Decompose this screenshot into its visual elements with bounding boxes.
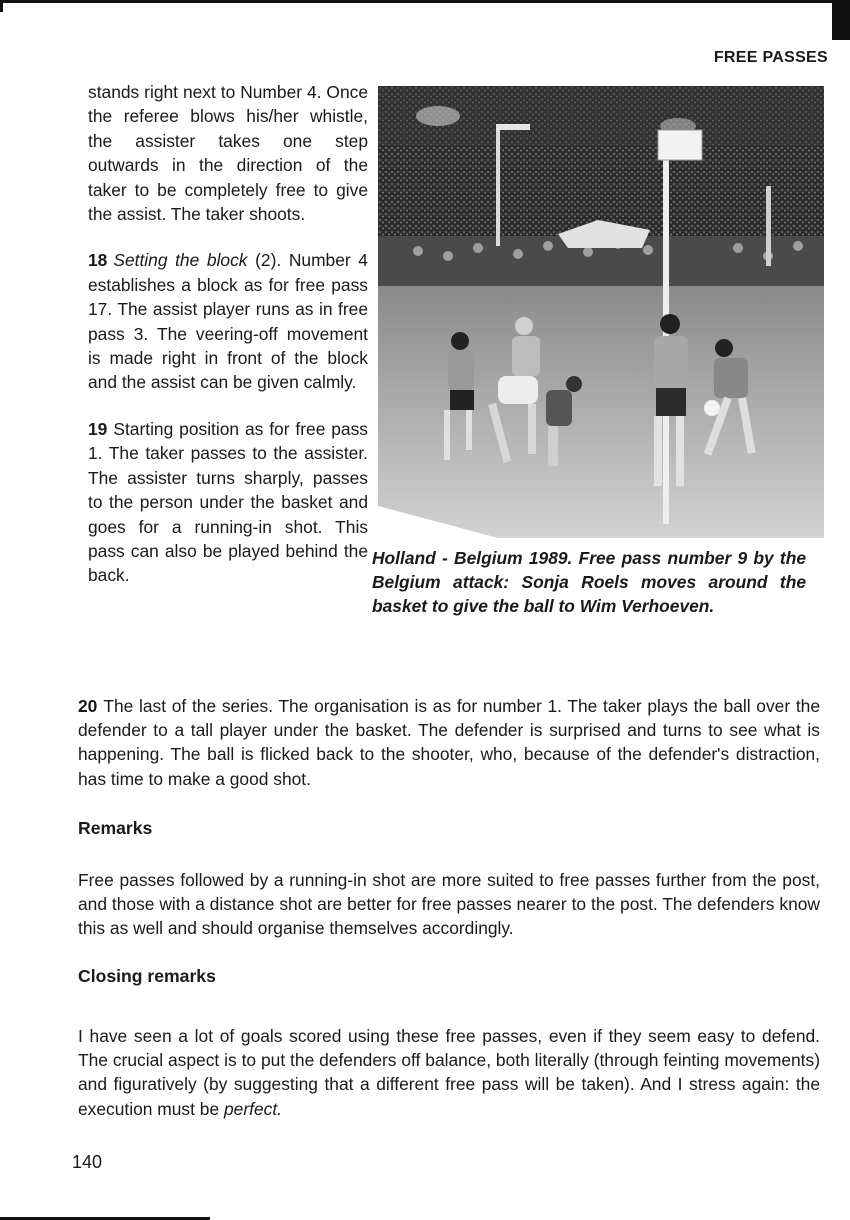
- item-20-number: 20: [78, 696, 98, 716]
- item-20: [78, 694, 820, 791]
- item-19: [88, 417, 368, 588]
- remarks-text: [78, 868, 820, 941]
- page-edge-top: [0, 0, 850, 3]
- ball: [704, 400, 720, 416]
- page-edge-right: [832, 0, 850, 40]
- closing-remarks-text: [78, 1024, 820, 1121]
- left-column: [88, 80, 368, 588]
- page-number: 140: [72, 1152, 103, 1172]
- korf-basket: [658, 130, 702, 160]
- item-18-text: Number 4 establishes a block as for free pass 17. The assist player runs as in free pass 3. The veering-off movement is made right in front of the block and the assist can be given calmly.: [88, 250, 368, 393]
- photo-illustration: [378, 86, 824, 538]
- item-18-title-suffix: (2).: [255, 250, 282, 271]
- korf-post: [663, 144, 669, 524]
- item-19-text: Starting position as for free pass 1. The taker passes to the assister. The assister turns sharply, passes to the person under the basket and goes for a running-in shot. This pass can also be played behind the back.: [88, 418, 368, 586]
- item-20-text: The last of the series. The organisation is as for number 1. The taker plays the ball over the defender to a tall player under the basket. The defender is surprised and turns to see what is happening. The ball is flicked back to the shooter, who, because of the defender's distraction, has time to make a good shot.: [78, 696, 820, 789]
- korfball-photo: [378, 86, 824, 538]
- closing-remarks-heading: Closing remarks: [78, 966, 216, 986]
- item-19-number: 19: [88, 418, 108, 439]
- item-18-number: 18: [88, 250, 108, 271]
- item-18: [88, 248, 368, 394]
- remarks-paragraph: Free passes followed by a running-in shot are more suited to free passes further from the post, and those with a distance shot are better for free passes nearer to the post. The defenders know this as well and should organise themselves accordingly.: [78, 870, 820, 939]
- page-edge-left: [0, 0, 3, 12]
- closing-remarks-emphasis: perfect.: [223, 1098, 282, 1119]
- item-18-title: Setting the block: [113, 250, 248, 271]
- photo-caption: Holland - Belgium 1989. Free pass number 9 by the Belgium attack: Sonja Roels moves around the basket to give the ball to Wim Verhoeven.: [372, 548, 806, 616]
- paragraph-continuation: stands right next to Number 4. Once the referee blows his/her whistle, the assister takes one step outwards in the direction of the taker to be completely free to give the assist. The taker shoots.: [88, 82, 368, 225]
- remarks-heading: Remarks: [78, 818, 153, 838]
- lamp-post: [496, 126, 500, 246]
- closing-remarks-paragraph: I have seen a lot of goals scored using these free passes, even if they seem easy to defend. The crucial aspect is to put the defenders off balance, both literally (through feinting movements) and figuratively (by suggesting that a different free pass will be taken). And I stress again: the execution must be: [78, 1026, 820, 1119]
- running-header: FREE PASSES: [713, 49, 828, 66]
